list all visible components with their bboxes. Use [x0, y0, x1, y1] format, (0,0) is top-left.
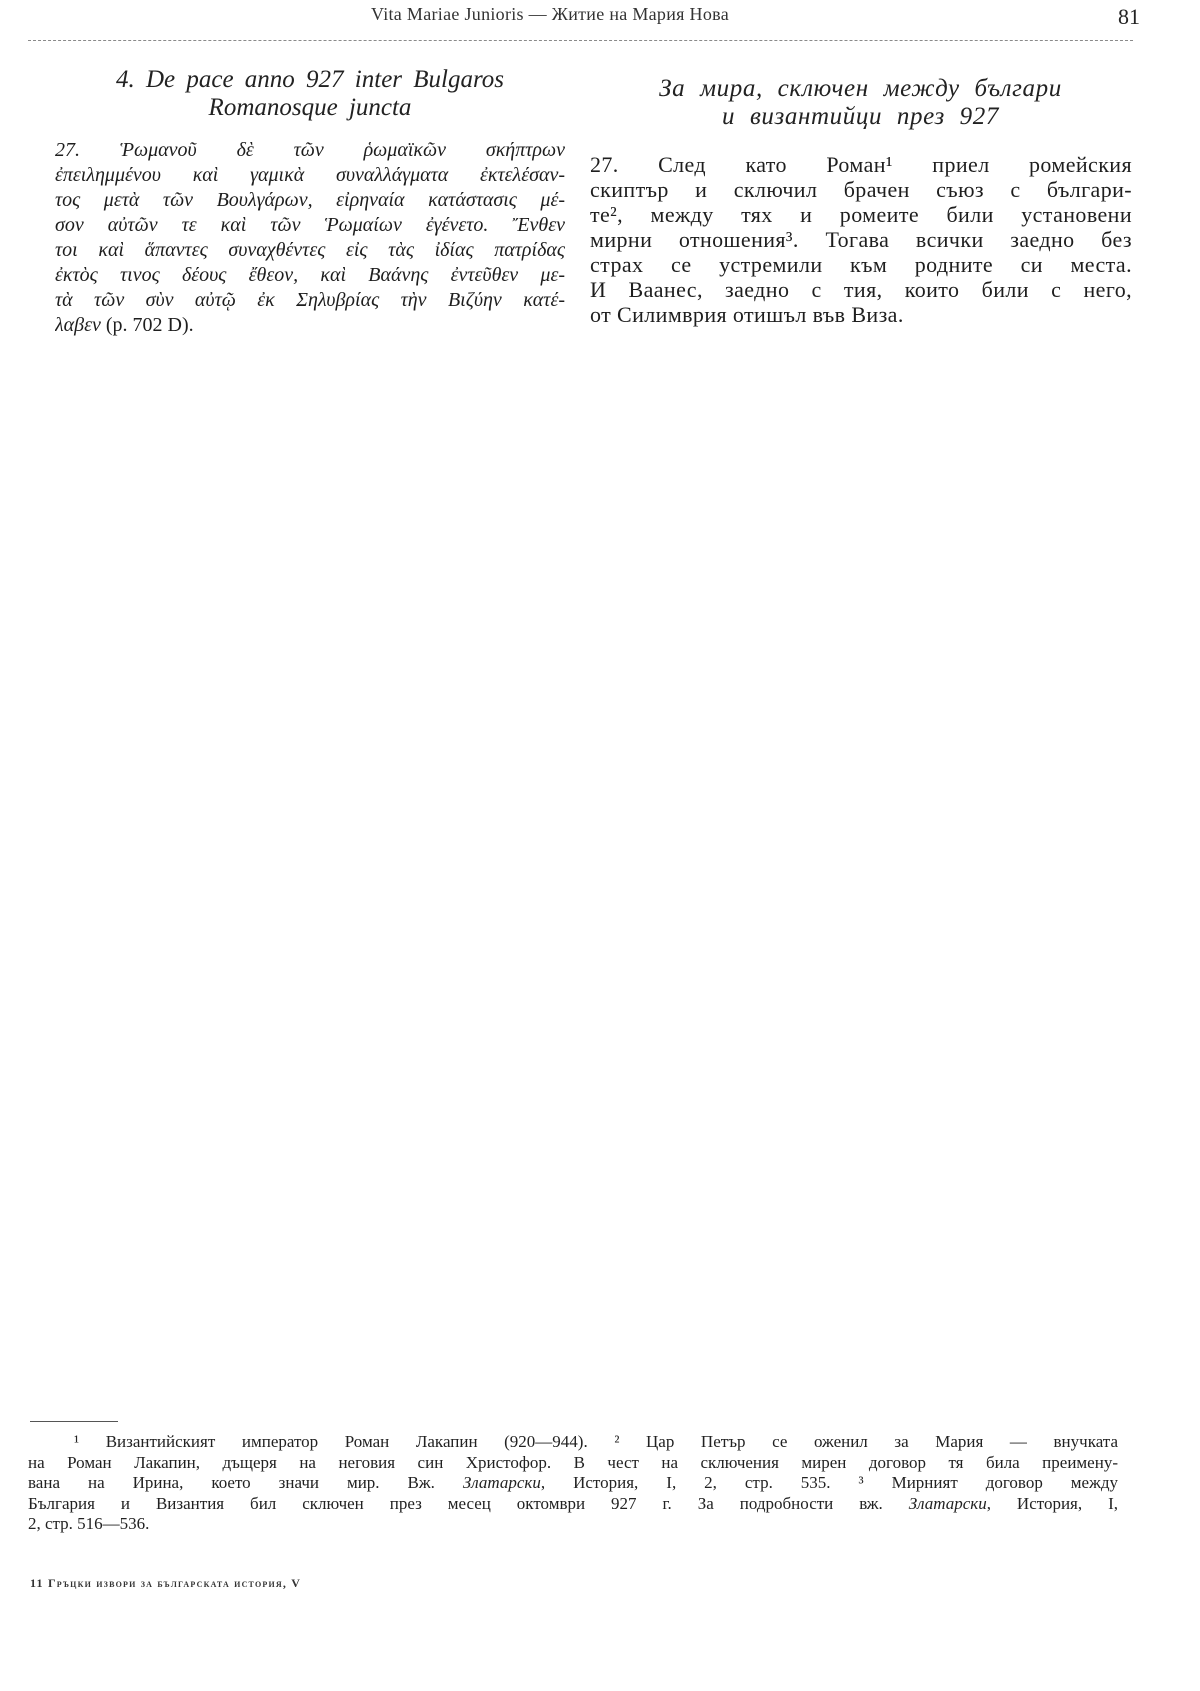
greek-text-line: 27. Ῥωμανοῦ δὲ τῶν ῥωμαϊκῶν σκήπτρων [55, 139, 565, 161]
footnote-rule [30, 1421, 118, 1422]
footnote-line [28, 1494, 1118, 1515]
signature-line: 11 Гръцки извори за българската история, V [30, 1576, 302, 1590]
bulgarian-section-heading [588, 75, 1133, 131]
bulgarian-heading-line: и византийци през 927 [722, 103, 999, 130]
greek-text-line [55, 313, 565, 338]
bulgarian-heading-line: За мира, сключен между българи [659, 75, 1062, 102]
bulgarian-text-line: скиптър и сключил брачен съюз с българи- [590, 177, 1132, 202]
bulgarian-text-line: от Силимврия отишъл във Виза. [590, 302, 904, 327]
bulgarian-text-line: те², между тях и ромеите били установени [590, 202, 1132, 227]
greek-text-line: τος μετὰ τῶν Βουλγάρων, εἰρηναία κατάστασις μέ- [55, 189, 565, 211]
footnote-text: вана на Ирина, което значи мир. Вж. [28, 1473, 435, 1492]
greek-text-line: τὰ τῶν σὺν αὐτῷ ἐκ Σηλυβρίας τὴν Βιζύην κατέ- [55, 289, 565, 311]
bulgarian-text-line: 27. След като Роман¹ приел ромейския [590, 152, 1132, 177]
footnote-text: , История, I, [986, 1493, 1118, 1513]
footnote-text: , История, I, 2, стр. 535. ³ Мирният договор между [540, 1473, 1118, 1492]
bulgarian-text-line: страх се устремили към родните си места. [590, 252, 1132, 277]
greek-text-column [55, 138, 565, 338]
cited-author: Златарски [908, 1493, 987, 1513]
latin-heading-line: 4. De pace anno 927 inter Bulgaros [115, 66, 505, 93]
greek-text-line: ἐκτὸς τινος δέους ἔθεον, καὶ Βαάνης ἐντεῦθεν με- [55, 264, 565, 286]
footnote-line: 2, стр. 516—536. [28, 1514, 150, 1533]
source-reference: (p. 702 D). [105, 314, 194, 336]
header-rule [28, 40, 1133, 41]
page-number: 81 [1118, 4, 1140, 29]
footnote-line: ¹ Византийският император Роман Лакапин (920—944). ² Цар Петър се оженил за Мария — внучката [74, 1432, 1118, 1451]
footnotes [28, 1432, 1118, 1535]
cited-author: Златарски [462, 1473, 541, 1492]
footnote-line [28, 1473, 1118, 1494]
greek-text-line: τοι καὶ ἅπαντες συναχθέντες εἰς τὰς ἰδίας πατρίδας [55, 239, 565, 261]
footnote-text: България и Византия бил сключен през месец октомври 927 г. За подробности вж. [28, 1493, 883, 1513]
greek-text-line: ἐπειλημμένου καὶ γαμικὰ συναλλάγματα ἐκτελέσαν- [55, 164, 565, 186]
latin-heading-line: Romanosque juncta [208, 94, 412, 121]
greek-text-fragment: λαβεν [55, 314, 101, 336]
bulgarian-text-column [590, 152, 1132, 327]
greek-text-line: σον αὐτῶν τε καὶ τῶν Ῥωμαίων ἐγένετο. Ἔνθεν [55, 214, 565, 236]
bulgarian-text-line: мирни отношения³. Тогава всички заедно без [590, 227, 1132, 252]
bulgarian-text-line: И Ваанес, заедно с тия, които били с него, [590, 277, 1132, 302]
latin-section-heading [55, 66, 565, 122]
running-title: Vita Mariae Junioris — Житие на Мария Нова [370, 4, 729, 24]
footnote-line: на Роман Лакапин, дъщеря на неговия син Христофор. В чест на сключения мирен договор тя била преимену- [28, 1452, 1118, 1472]
